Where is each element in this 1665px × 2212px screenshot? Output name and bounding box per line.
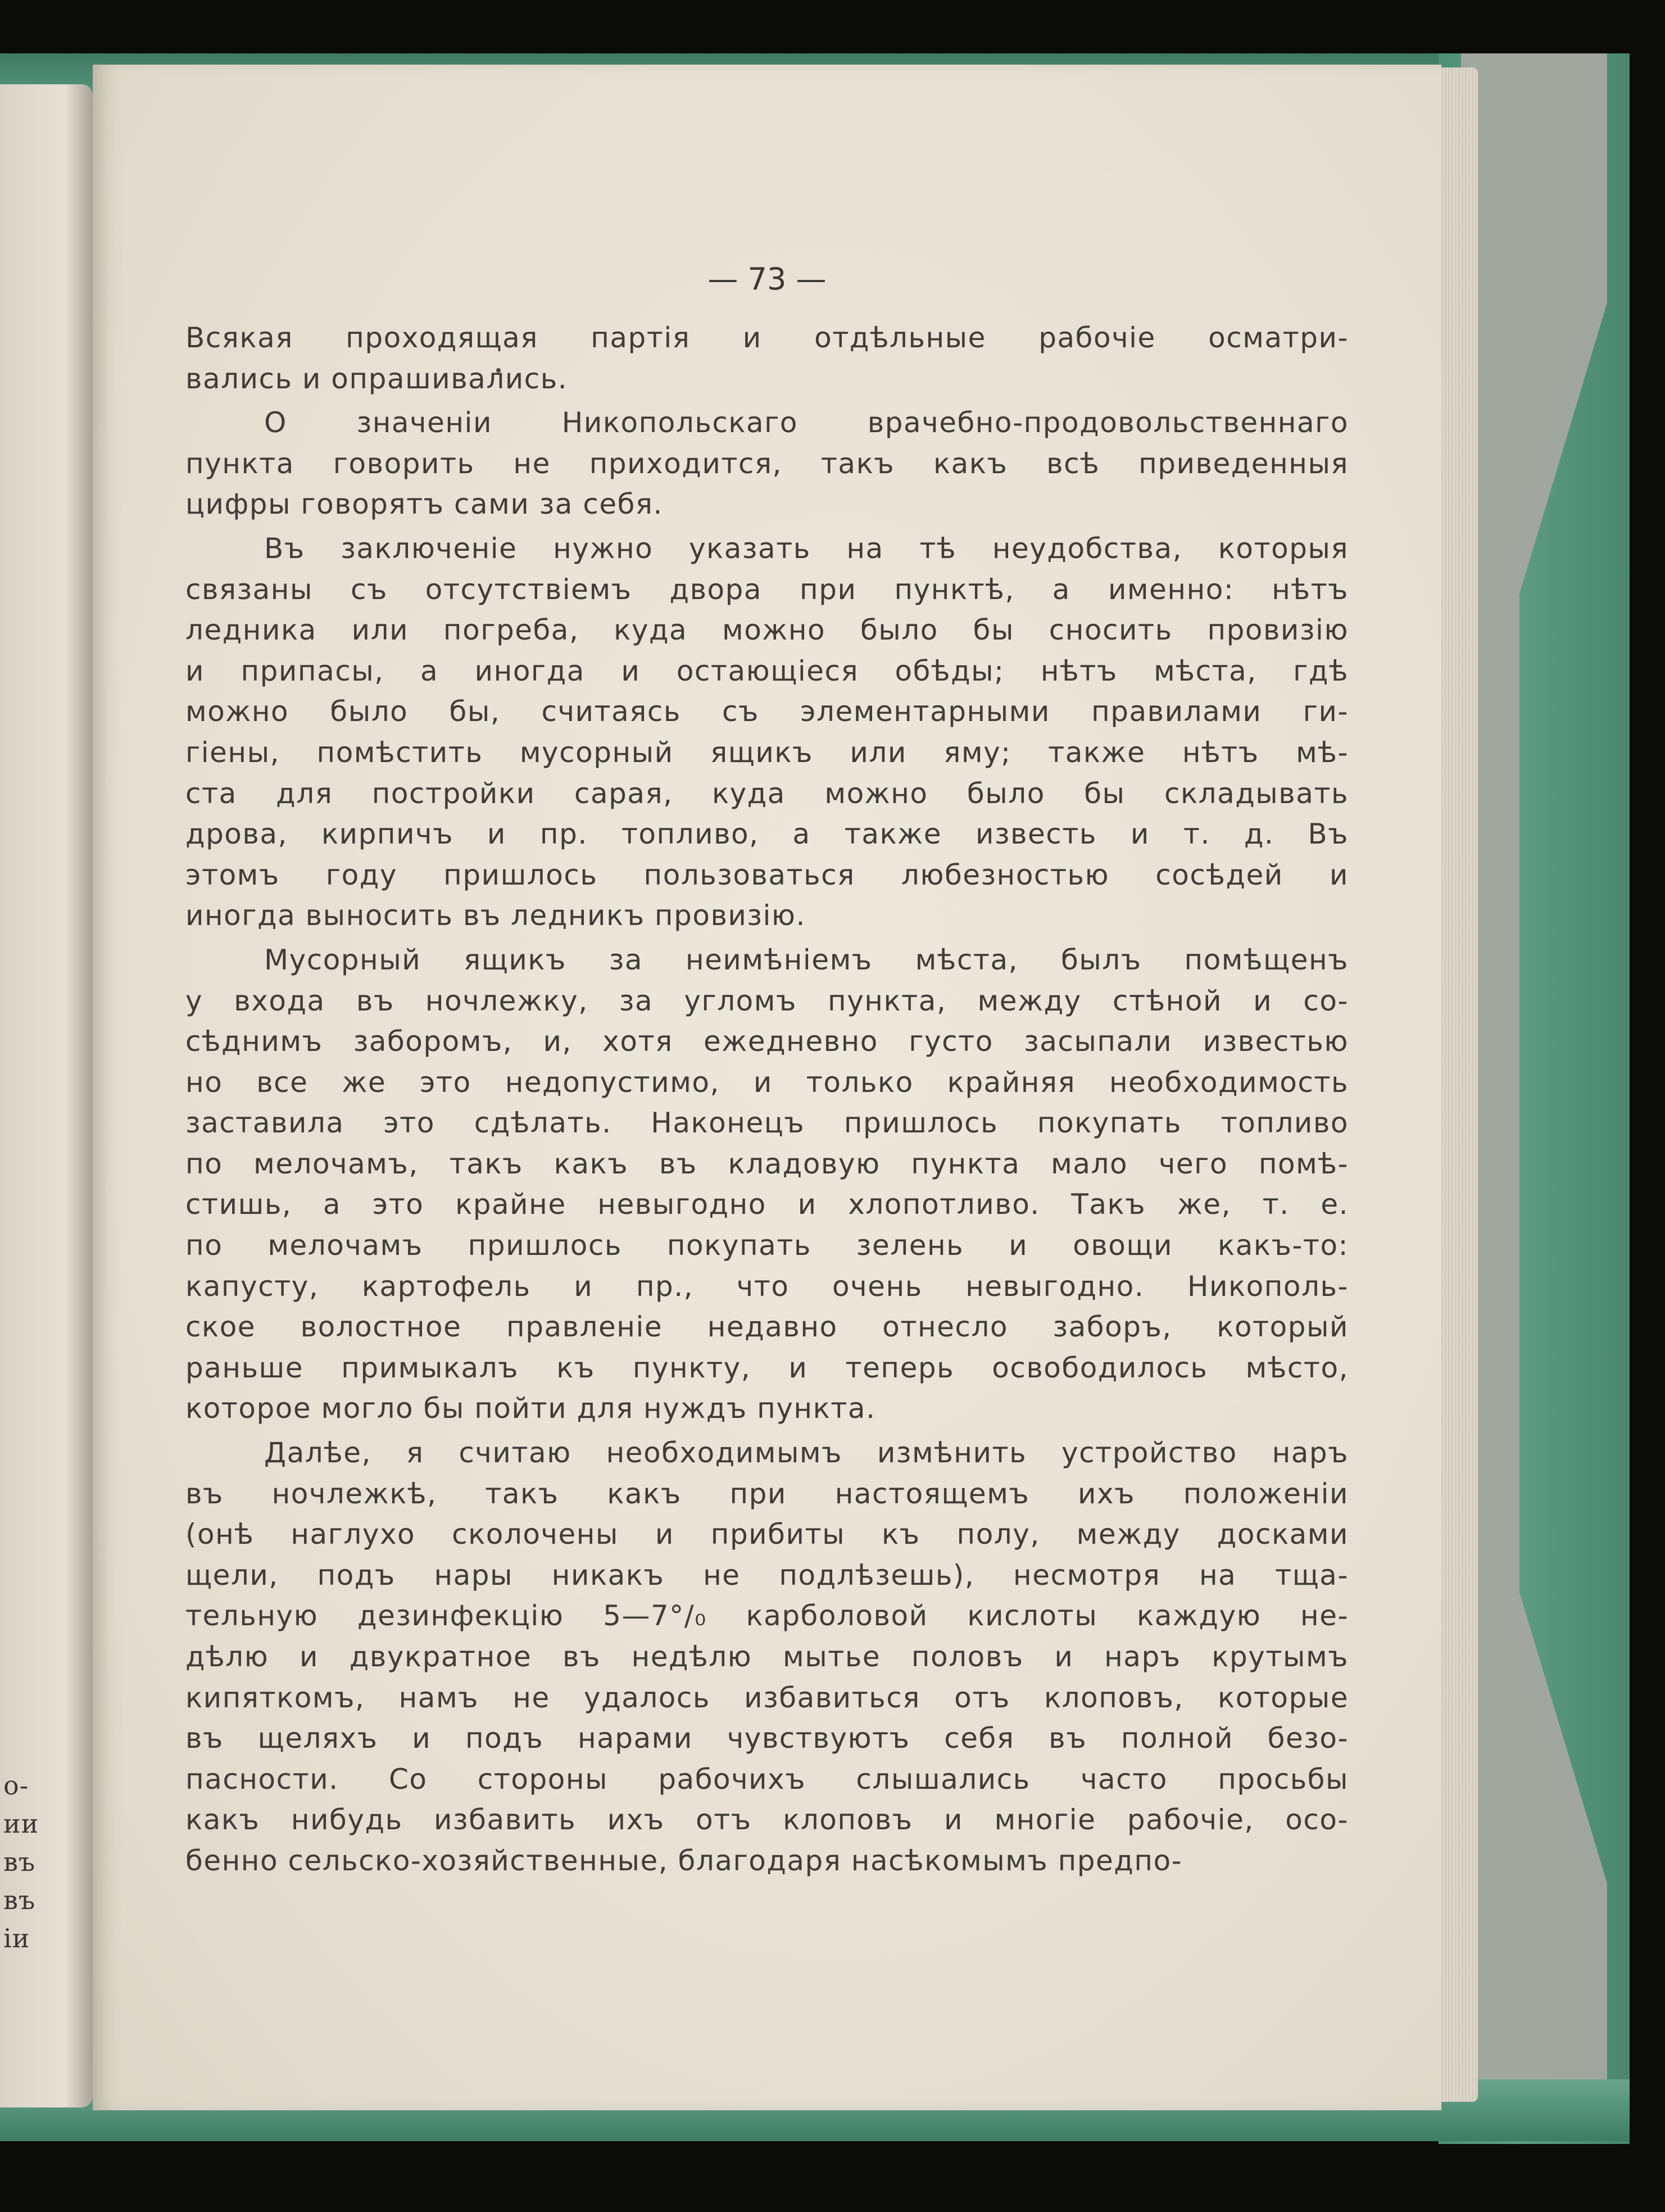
text-line: раньше примыкалъ къ пункту, и теперь освободилось мѣсто, (185, 1351, 1349, 1384)
text-line: которое могло бы пойти для нуждъ пункта. (185, 1392, 876, 1425)
text-line: Всякая проходящая партія и отдѣльные рабочіе осматри- (185, 321, 1349, 354)
paragraph (185, 402, 1349, 525)
text-line: ста для постройки сарая, куда можно было бы складывать (185, 777, 1349, 810)
text-line: тельную дезинфекцію 5—7°/₀ карболовой кислоты каждую не- (185, 1599, 1349, 1633)
text-line: Далѣе, я считаю необходимымъ измѣнить устройство наръ (264, 1436, 1349, 1470)
left-page-fragment: ии (3, 1808, 39, 1839)
text-line: гіены, помѣстить мусорный ящикъ или яму; также нѣтъ мѣ- (185, 736, 1349, 769)
page-number: — 73 — (707, 261, 827, 297)
text-line: щели, подъ нары никакъ не подлѣзешь), несмотря на тща- (185, 1558, 1349, 1592)
text-line: и припасы, а иногда и остающіеся обѣды; нѣтъ мѣста, гдѣ (185, 654, 1349, 687)
page-body-text (185, 318, 1349, 1882)
text-line: вались и опрашивались. (185, 362, 568, 395)
text-line: можно было бы, считаясь съ элементарными правилами ги- (185, 695, 1349, 728)
paragraph (185, 940, 1349, 1429)
text-line: пункта говорить не приходится, такъ какъ всѣ приведенныя (185, 447, 1349, 480)
text-line: ское волостное правленіе недавно отнесло заборъ, который (185, 1311, 1349, 1344)
paragraph (185, 528, 1349, 936)
text-line: капусту, картофель и пр., что очень невыгодно. Никополь- (185, 1270, 1349, 1303)
text-line: О значеніи Никопольскаго врачебно-продовольственнаго (264, 406, 1349, 439)
text-line: сѣднимъ заборомъ, и, хотя ежедневно густо засыпали известью (185, 1025, 1349, 1058)
text-line: связаны съ отсутствіемъ двора при пунктѣ, а именно: нѣтъ (185, 573, 1349, 606)
text-line: дрова, кирпичъ и пр. топливо, а также известь и т. д. Въ (185, 818, 1349, 851)
text-line: заставила это сдѣлать. Наконецъ пришлось покупать топливо (185, 1107, 1349, 1140)
text-line: стишь, а это крайне невыгодно и хлопотливо. Такъ же, т. е. (185, 1188, 1349, 1221)
text-line: бенно сельско-хозяйственные, благодаря насѣкомымъ предпо- (185, 1844, 1183, 1877)
text-line: по мелочамъ пришлось покупать зелень и овощи какъ-то: (185, 1229, 1349, 1262)
text-line: этомъ году пришлось пользоваться любезностью сосѣдей и (185, 858, 1349, 891)
left-page-fragment: въ (3, 1847, 36, 1877)
text-line: (онѣ наглухо сколочены и прибиты къ полу, между досками (185, 1518, 1349, 1551)
text-line: по мелочамъ, такъ какъ въ кладовую пункта мало чего помѣ- (185, 1147, 1349, 1180)
previous-page-edge (0, 84, 93, 2107)
text-line: Въ заключеніе нужно указать на тѣ неудобства, которыя (264, 532, 1349, 565)
text-line: въ ночлежкѣ, такъ какъ при настоящемъ ихъ положеніи (185, 1477, 1349, 1510)
text-line: иногда выносить въ ледникъ провизію. (185, 899, 806, 932)
text-line: кипяткомъ, намъ не удалось избавиться отъ клоповъ, которые (185, 1681, 1349, 1714)
book-page (93, 65, 1441, 2110)
paragraph (185, 1433, 1349, 1882)
text-line: какъ нибудь избавить ихъ отъ клоповъ и многіе рабочіе, осо- (185, 1803, 1349, 1837)
left-page-fragment: іи (3, 1923, 30, 1953)
text-line: цифры говорятъ сами за себя. (185, 488, 663, 521)
text-line: пасности. Со стороны рабочихъ слышались часто просьбы (185, 1762, 1349, 1796)
text-line: дѣлю и двукратное въ недѣлю мытье половъ и наръ крутымъ (185, 1640, 1349, 1673)
paragraph (185, 318, 1349, 399)
left-page-fragment: о- (3, 1770, 29, 1801)
text-line: но все же это недопустимо, и только крайняя необходимость (185, 1066, 1349, 1099)
left-page-fragment: въ (3, 1885, 36, 1915)
text-line: Мусорный ящикъ за неимѣніемъ мѣста, былъ помѣщенъ (264, 943, 1349, 976)
text-line: въ щеляхъ и подъ нарами чувствуютъ себя въ полной безо- (185, 1722, 1349, 1755)
text-line: у входа въ ночлежку, за угломъ пункта, между стѣной и со- (185, 984, 1349, 1017)
text-line: ледника или погреба, куда можно было бы сносить провизію (185, 614, 1349, 647)
